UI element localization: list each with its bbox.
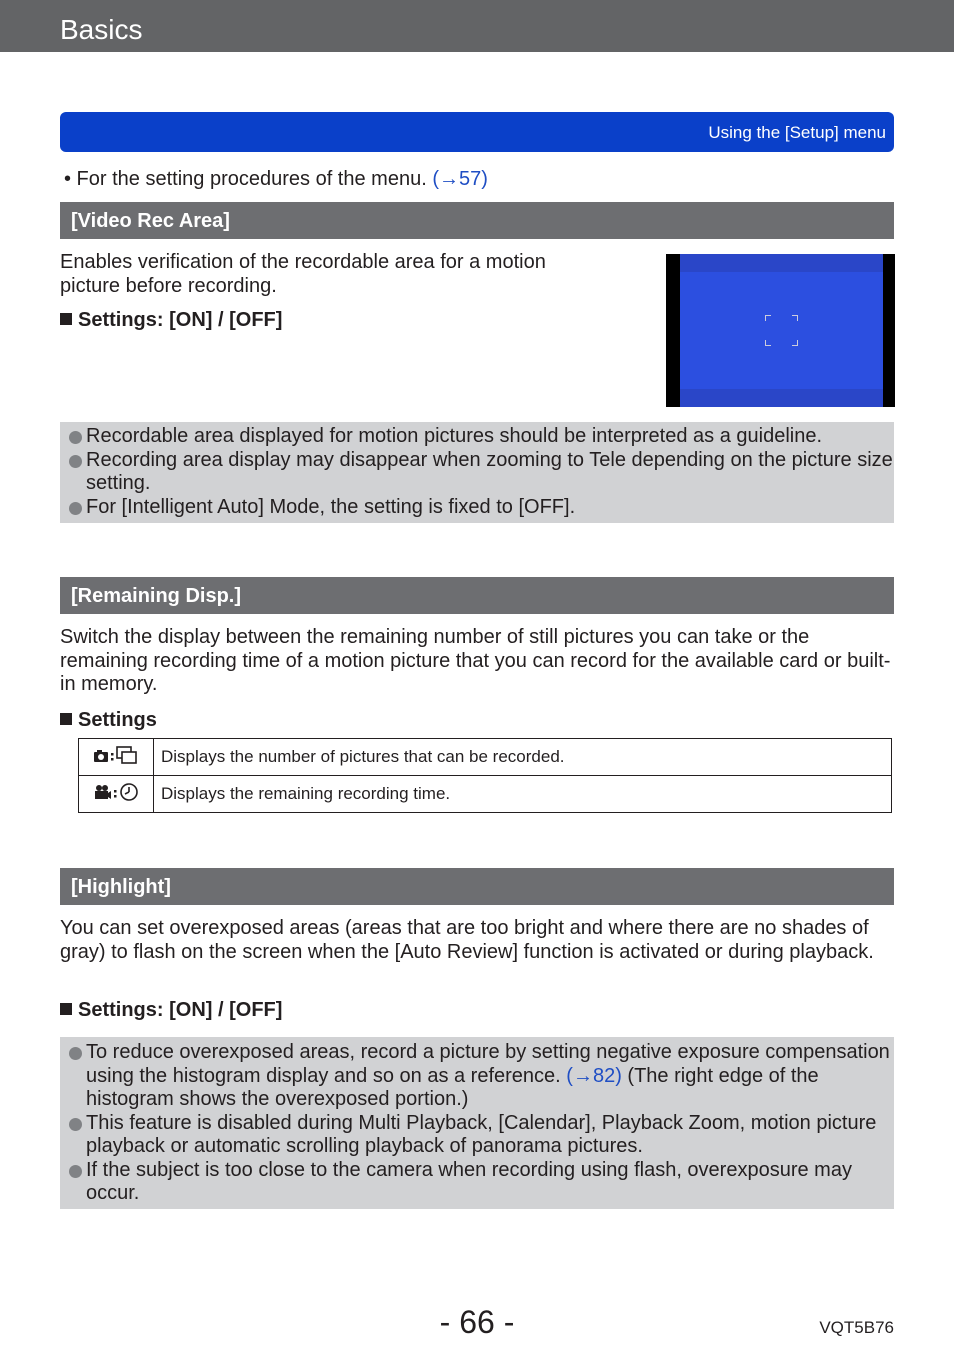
document-code: VQT5B76 <box>819 1318 894 1337</box>
screen-top-band <box>680 254 883 272</box>
intro-line <box>64 168 488 192</box>
note-item <box>60 1112 894 1159</box>
screen-area <box>680 272 883 389</box>
note-item <box>60 1159 894 1206</box>
highlight-heading-text: [Highlight] <box>71 876 171 898</box>
still-picture-count-icon <box>79 739 154 776</box>
note-text: Recordable area displayed for motion pictures should be interpreted as a guideline. <box>86 425 823 447</box>
table-cell: Displays the remaining recording time. <box>154 776 892 813</box>
video-rec-area-settings-text: Settings: [ON] / [OFF] <box>78 309 283 331</box>
table-row <box>79 776 892 813</box>
motion-picture-time-icon <box>79 776 154 813</box>
section-title: Basics <box>60 14 143 45</box>
note-item <box>60 1041 894 1112</box>
highlight-heading <box>60 868 894 905</box>
note-text: For [Intelligent Auto] Mode, the setting is fixed to [OFF]. <box>86 495 576 518</box>
page-link-57[interactable]: (→57) <box>432 168 488 190</box>
square-bullet-icon <box>60 1003 72 1015</box>
frame-corner-icon <box>792 340 798 346</box>
note-text: If the subject is too close to the camera when recording using flash, overexposure may occur. <box>86 1158 852 1204</box>
remaining-disp-settings-text: Settings <box>78 709 157 731</box>
bullet-icon <box>69 1047 82 1060</box>
top-bar <box>0 0 954 52</box>
video-rec-area-settings <box>60 309 282 332</box>
frame-corner-icon <box>765 315 771 321</box>
bullet-icon <box>69 1165 82 1178</box>
frame-corner-icon <box>765 340 771 346</box>
note-text: This feature is disabled during Multi Playback, [Calendar], Playback Zoom, motion picture playback or automatic scrolling playback of panorama pictures. <box>86 1111 877 1157</box>
square-bullet-icon <box>60 713 72 725</box>
note-item <box>60 496 894 520</box>
bullet-icon <box>69 502 82 515</box>
table-row <box>79 739 892 776</box>
table-cell: Displays the number of pictures that can be recorded. <box>154 739 892 776</box>
bullet-icon <box>69 431 82 444</box>
highlight-notes <box>60 1037 894 1209</box>
note-item <box>60 449 894 496</box>
note-item <box>60 425 894 449</box>
page-link-82[interactable]: (→82) <box>566 1064 622 1087</box>
remaining-disp-desc: Switch the display between the remaining number of still pictures you can take or the remaining recording time of a motion picture that you can record for the available card or built-in memory. <box>60 626 891 695</box>
remaining-disp-settings <box>60 709 157 732</box>
chapter-band <box>60 112 894 152</box>
bullet-icon <box>69 455 82 468</box>
note-text: (The right edge of the histogram shows the overexposed portion.) <box>86 1064 819 1110</box>
video-rec-area-desc: Enables verification of the recordable area for a motion picture before recording. <box>60 251 546 297</box>
note-text: Recording area display may disappear when zooming to Tele depending on the picture size setting. <box>86 448 893 494</box>
remaining-disp-heading-text: [Remaining Disp.] <box>71 585 242 607</box>
screen-bottom-band <box>680 389 883 407</box>
video-rec-area-heading <box>60 202 894 239</box>
note-text: To reduce overexposed areas, record a picture by setting negative exposure compensation using the histogram display and so on as a reference. <box>86 1041 890 1087</box>
highlight-desc: You can set overexposed areas (areas that are too bright and where there are no shades of gray) to flash on the screen when the [Auto Review] function is activated or during playback. <box>60 917 874 963</box>
camera-screen-illustration <box>666 254 895 407</box>
chapter-label: Using the [Setup] menu <box>708 123 886 142</box>
remaining-disp-heading <box>60 577 894 614</box>
highlight-settings-text: Settings: [ON] / [OFF] <box>78 999 283 1021</box>
intro-text: • For the setting procedures of the menu. <box>64 168 433 190</box>
video-rec-area-notes <box>60 422 894 523</box>
page-number: - 66 - <box>439 1304 515 1340</box>
highlight-settings <box>60 999 282 1022</box>
bullet-icon <box>69 1118 82 1131</box>
remaining-disp-settings-table <box>78 738 892 813</box>
frame-corner-icon <box>792 315 798 321</box>
video-rec-area-heading-text: [Video Rec Area] <box>71 210 230 232</box>
square-bullet-icon <box>60 313 72 325</box>
